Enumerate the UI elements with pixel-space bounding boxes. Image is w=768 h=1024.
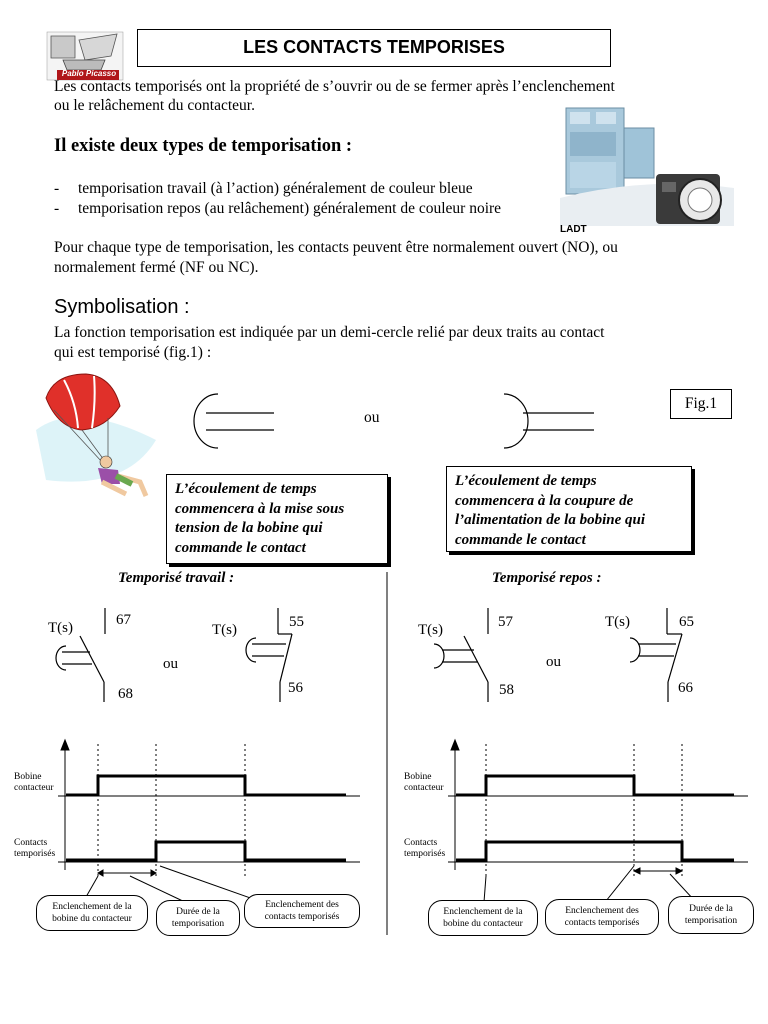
repos-ou: ou [546, 654, 561, 670]
repos-bubble-duree: Durée de la temporisation [668, 896, 754, 934]
label-68: 68 [118, 686, 133, 702]
symbol-rest-delay [504, 394, 594, 448]
repos-bubble-enclenchement-contacts: Enclenchement des contacts temporisés [545, 899, 659, 935]
note-right [446, 466, 692, 552]
travail-ts-1: T(s) [48, 620, 73, 636]
intro-line-1: Les contacts temporisés ont la propriété de s’ouvrir ou de se fermer après l’enclenchement [54, 78, 615, 95]
contacts-line-1: Pour chaque type de temporisation, les contacts peuvent être normalement ouvert (NO), ou [54, 239, 618, 256]
symbolisation-title: Symbolisation : [54, 296, 190, 318]
label-58: 58 [499, 682, 514, 698]
label-65: 65 [679, 614, 694, 630]
repos-contacts-label: Contacts temporisés [404, 838, 446, 859]
note-right-line: l’alimentation de la bobine qui [455, 512, 646, 528]
travail-bubble-enclenchement-bobine: Enclenchement de la bobine du contacteur [36, 895, 148, 931]
label-56: 56 [288, 680, 303, 696]
note-left-line: tension de la bobine qui [175, 520, 323, 536]
repos-bobine-label: Bobine contacteur [404, 772, 444, 793]
note-left-line: L’écoulement de temps [175, 481, 317, 497]
timing-diagram-repos [448, 740, 748, 902]
symbolisation-line-1: La fonction temporisation est indiquée par un demi-cercle relié par deux traits au contact [54, 324, 605, 341]
note-right-line: commande le contact [455, 531, 586, 548]
label-57: 57 [498, 614, 513, 630]
contact-55-56 [246, 608, 292, 702]
label-55: 55 [289, 614, 304, 630]
label-67: 67 [116, 612, 131, 628]
note-right-line: L’écoulement de temps [455, 473, 597, 489]
repos-bubble-enclenchement-bobine: Enclenchement de la bobine du contacteur [428, 900, 538, 936]
note-left-line: commencera à la mise sous [175, 500, 345, 517]
types-heading: Il existe deux types de temporisation : [54, 136, 353, 156]
repos-ts-2: T(s) [605, 614, 630, 630]
travail-bobine-label: Bobine contacteur [14, 772, 54, 793]
repos-title: Temporisé repos : [492, 570, 602, 586]
fig-label: Fig.1 [670, 389, 732, 419]
logo-text: Pablo Picasso [61, 69, 117, 78]
note-right-line: commencera à la coupure de [455, 492, 634, 509]
note-left [166, 474, 388, 564]
page-title: LES CONTACTS TEMPORISES [137, 29, 611, 67]
timing-diagram-travail [58, 740, 360, 903]
types-item-1: - temporisation travail (à l’action) généralement de couleur bleue [54, 180, 473, 197]
types-item-2: - temporisation repos (au relâchement) généralement de couleur noire [54, 200, 502, 217]
symbol-work-delay [194, 394, 274, 448]
label-66: 66 [678, 680, 693, 696]
contact-65-66 [630, 608, 682, 702]
intro-line-2: ou le relâchement du contacteur. [54, 97, 255, 114]
ladt-label: LADT [560, 224, 587, 235]
travail-bubble-duree: Durée de la temporisation [156, 900, 240, 936]
travail-bubble-enclenchement-contacts: Enclenchement des contacts temporisés [244, 894, 360, 928]
travail-contacts-label: Contacts temporisés [14, 838, 56, 859]
contacts-line-2: normalement fermé (NF ou NC). [54, 259, 259, 276]
symbol-ou: ou [364, 409, 380, 426]
travail-ou: ou [163, 656, 178, 672]
repos-ts-1: T(s) [418, 622, 443, 638]
travail-ts-2: T(s) [212, 622, 237, 638]
travail-title: Temporisé travail : [118, 570, 235, 586]
symbolisation-line-2: qui est temporisé (fig.1) : [54, 344, 212, 361]
note-left-line: commande le contact [175, 539, 306, 556]
